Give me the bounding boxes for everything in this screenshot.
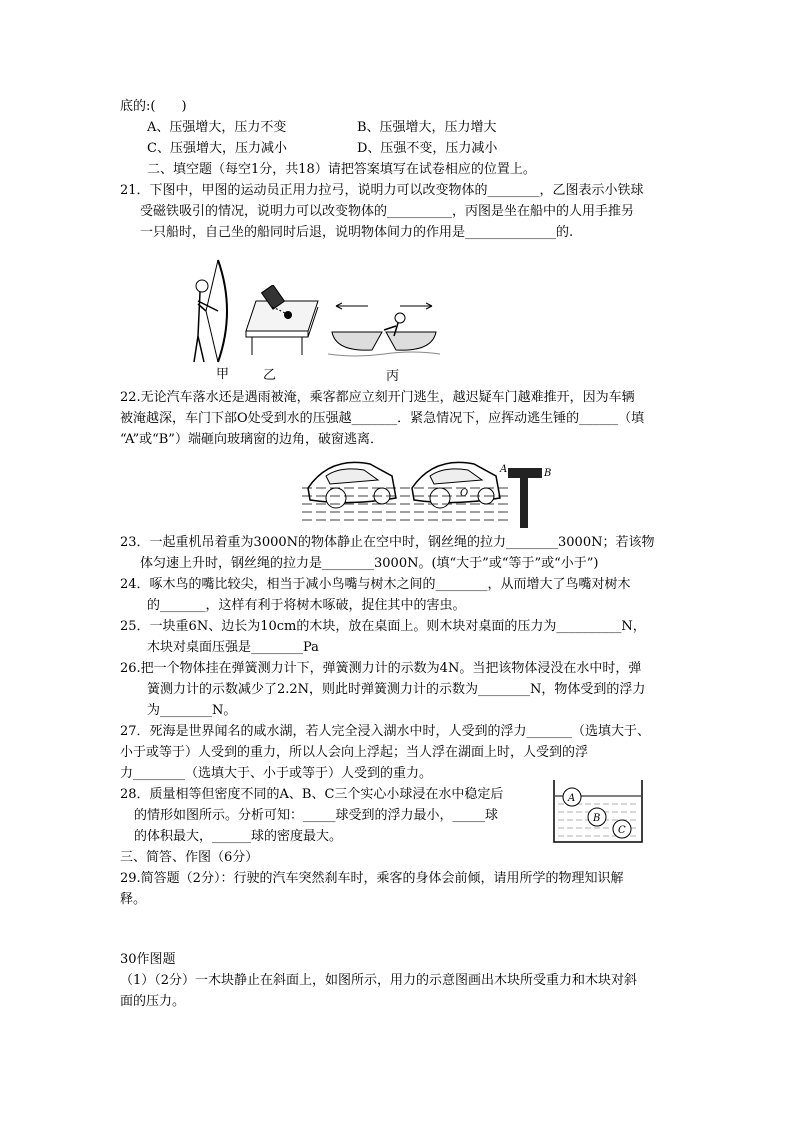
q23-line-2: 体匀速上升时，钢丝绳的拉力是________3000N。(填“大于”或“等于”或“小于”) xyxy=(140,556,599,571)
section-3-title: 三、简答、作图（6分） xyxy=(120,850,259,865)
q25-line-1: 25．一块重6N、边长为10cm的木块，放在桌面上。则木块对桌面的压力为__________N， xyxy=(120,619,646,634)
q29-line-1: 29.简答题（2分）：行驶的汽车突然刹车时，乘客的身体会前倾，请用所学的物理知识解 xyxy=(120,871,624,886)
q26-line-3: 为________N。 xyxy=(147,703,237,718)
q27-line-3: 力________（选填大于、小于或等于）人受到的重力。 xyxy=(120,766,433,781)
q26-line-2: 簧测力计的示数减少了2.2N，则此时弹簧测力计的示数为________N，物体受到的浮力 xyxy=(147,682,646,697)
caption-bing: 丙 xyxy=(386,369,400,384)
ball-label-a: A xyxy=(568,793,576,804)
q20-stem-tail: 底的:( ) xyxy=(120,99,187,114)
q29-line-2: 释。 xyxy=(120,892,147,907)
q21-line-3: 一只船时，自己坐的船同时后退，说明物体间力的作用是______________的. xyxy=(140,225,574,240)
q23-line-1: 23．一起重机吊着重为3000N的物体静止在空中时，钢丝绳的拉力________3000N；若该物 xyxy=(120,535,655,550)
q21-line-2: 受磁铁吸引的情况，说明力可以改变物体的__________，丙图是坐在船中的人用手推另 xyxy=(140,204,635,219)
q28-line-1: 28．质量相等但密度不同的A、B、C三个实心小球浸在水中稳定后 xyxy=(120,787,504,802)
q28-line-2: 的情形如图所示。分析可知：_____球受到的浮力最小，_____球 xyxy=(134,808,499,823)
q30-title: 30作图题 xyxy=(120,952,176,967)
caption-yi: 乙 xyxy=(263,368,277,383)
q27-line-1: 27．死海是世界闻名的咸水湖，若人完全浸入湖水中时，人受到的浮力_______（选填大于、 xyxy=(120,724,651,739)
q24-line-2: 的_______，这样有利于将树木啄破，捉住其中的害虫。 xyxy=(147,598,466,613)
caption-jia: 甲 xyxy=(216,367,230,382)
q25-line-2: 木块对桌面压强是________Pa xyxy=(147,640,319,655)
q21-line-1: 21．下图中，甲图的运动员正用力拉弓，说明力可以改变物体的________，乙图表示小铁球 xyxy=(120,183,644,198)
ball-label-c: C xyxy=(618,825,626,836)
q28-line-3: 的体积最大，______球的密度最大。 xyxy=(134,829,343,844)
q27-line-2: 小于或等于）人受到的重力，所以人会向上浮起；当人浮在湖面上时，人受到的浮 xyxy=(120,745,589,760)
hammer-label-a: A xyxy=(500,464,508,475)
q20-option-a: A、压强增大，压力不变 xyxy=(147,120,287,135)
figure-three-balls-in-water xyxy=(552,778,644,844)
q26-line-1: 26.把一个物体挂在弹簧测力计下，弹簧测力计的示数为4N。当把该物体浸没在水中时，弹 xyxy=(120,661,642,676)
q30-line-2: 面的压力。 xyxy=(120,994,186,1009)
section-2-title: 二、填空题（每空1分，共18）请把答案填写在试卷相应的位置上。 xyxy=(147,162,536,177)
hammer-label-b: B xyxy=(544,468,552,479)
q22-line-3: “A”或“B”）端砸向玻璃窗的边角，破窗逃离． xyxy=(120,432,383,447)
svg-text:O: O xyxy=(460,488,469,499)
q22-line-2: 被淹越深，车门下部O处受到水的压强越_______．紧急情况下，应挥动逃生锤的______（填 xyxy=(120,411,645,426)
q30-line-1: （1）（2分）一木块静止在斜面上，如图所示，用力的示意图画出木块所受重力和木块对斜 xyxy=(120,973,638,988)
q20-option-d: D、压强不变，压力减小 xyxy=(357,141,498,156)
figure-archer xyxy=(188,256,236,366)
q20-option-b: B、压强增大，压力增大 xyxy=(357,120,497,135)
q20-option-c: C、压强增大，压力减小 xyxy=(147,141,287,156)
figure-car-in-water xyxy=(300,452,552,532)
ball-label-b: B xyxy=(593,813,601,824)
figure-magnet-ball xyxy=(242,285,322,357)
figure-two-boats xyxy=(328,296,440,360)
q22-line-1: 22.无论汽车落水还是遇雨被淹，乘客都应立刻开门逃生，越迟疑车门越难推开，因为车辆 xyxy=(120,390,635,405)
q24-line-1: 24．啄木鸟的嘴比较尖，相当于减小鸟嘴与树木之间的________，从而增大了鸟嘴对树木 xyxy=(120,577,631,592)
